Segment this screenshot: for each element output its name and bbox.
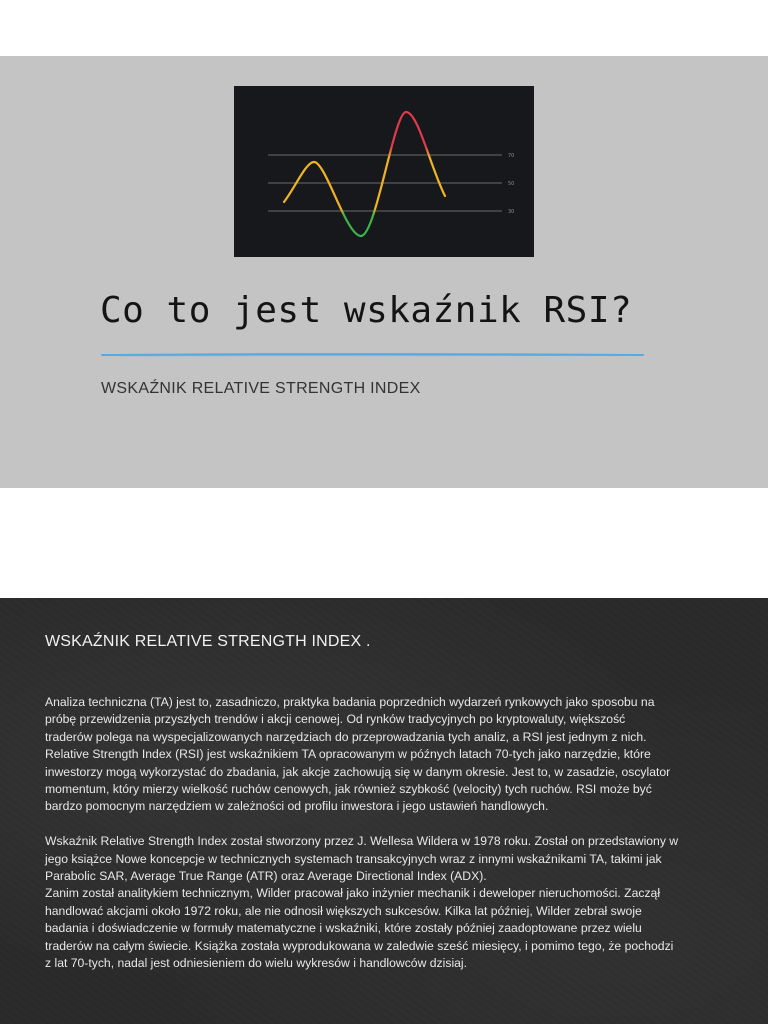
text-line: traderów polega na wyspecjalizowanych narzędziach do przeprowadzania tych analiz, a RSI jest jednym z nich. (45, 729, 647, 744)
section-heading: WSKAŹNIK RELATIVE STRENGTH INDEX . (45, 633, 371, 650)
slide-title: Co to jest wskaźnik RSI? (100, 290, 633, 331)
title-underline (100, 351, 645, 359)
rsi-chart-svg (234, 86, 534, 257)
text-line: Relative Strength Index (RSI) jest wskaźnikiem TA opracowanym w późnych latach 70-tych jako narzędzie, które (45, 747, 651, 762)
text-line: traderów na całym świecie. Książka została wyprodukowana w zaledwie sześć miesięcy, i pomimo tego, że pochodzi (45, 938, 674, 953)
text-line: handlować akcjami około 1972 roku, ale nie odnosił większych sukcesów. Kilka lat później, Wilder zebrał swoje (45, 903, 642, 918)
text-line: Wskaźnik Relative Strength Index został stworzony przez J. Wellesa Wildera w 1978 roku. Został on przedstawiony w (45, 834, 679, 849)
level-label-30: 30 (508, 209, 515, 215)
text-line: próbę przewidzenia przyszłych trendów i akcji cenowej. Od rynków tradycyjnych po kryptowaluty, większość (45, 712, 626, 727)
text-line: jego książce Nowe koncepcje w technicznych systemach transakcyjnych wraz z innymi wskaźnikami TA, takimi jak (45, 851, 662, 866)
text-line: bardzo pomocnym narzędziem w zależności od profilu inwestora i jego ustawień handlowych. (45, 799, 549, 814)
text-line: badania i doświadczenie w formuły matematyczne i wskaźniki, które zostały później zaadoptowane przez wielu (45, 921, 642, 936)
title-slide (0, 56, 768, 488)
rsi-chart (234, 86, 534, 257)
text-line: inwestorzy mogą wykorzystać do zbadania, jak akcje zachowują się w danym okresie. Jest to, w zasadzie, oscylator (45, 764, 671, 779)
paragraph-2 (45, 833, 745, 972)
rsi-line (284, 112, 445, 236)
level-label-50: 50 (508, 181, 515, 187)
text-line: Zanim został analitykiem technicznym, Wilder pracował jako inżynier mechanik i deweloper nieruchomości. Zaczął (45, 886, 661, 901)
text-line: z lat 70-tych, nadal jest odniesieniem do wielu wykresów i handlowców dzisiaj. (45, 956, 468, 971)
text-line: Parabolic SAR, Average True Range (ATR) oraz Average Directional Index (ADX). (45, 869, 487, 884)
text-line: Analiza techniczna (TA) jest to, zasadniczo, praktyka badania poprzednich wydarzeń rynkowych jako sposobu na (45, 695, 655, 709)
body-text (45, 694, 745, 972)
text-line: momentum, który mierzy wielkość ruchów cenowych, jak również szybkość (velocity) tych ruchów. RSI może być (45, 782, 652, 797)
paragraph-1 (45, 694, 745, 816)
content-slide (0, 598, 768, 1024)
slide-subtitle: WSKAŹNIK RELATIVE STRENGTH INDEX (101, 380, 421, 397)
level-label-70: 70 (508, 153, 515, 159)
